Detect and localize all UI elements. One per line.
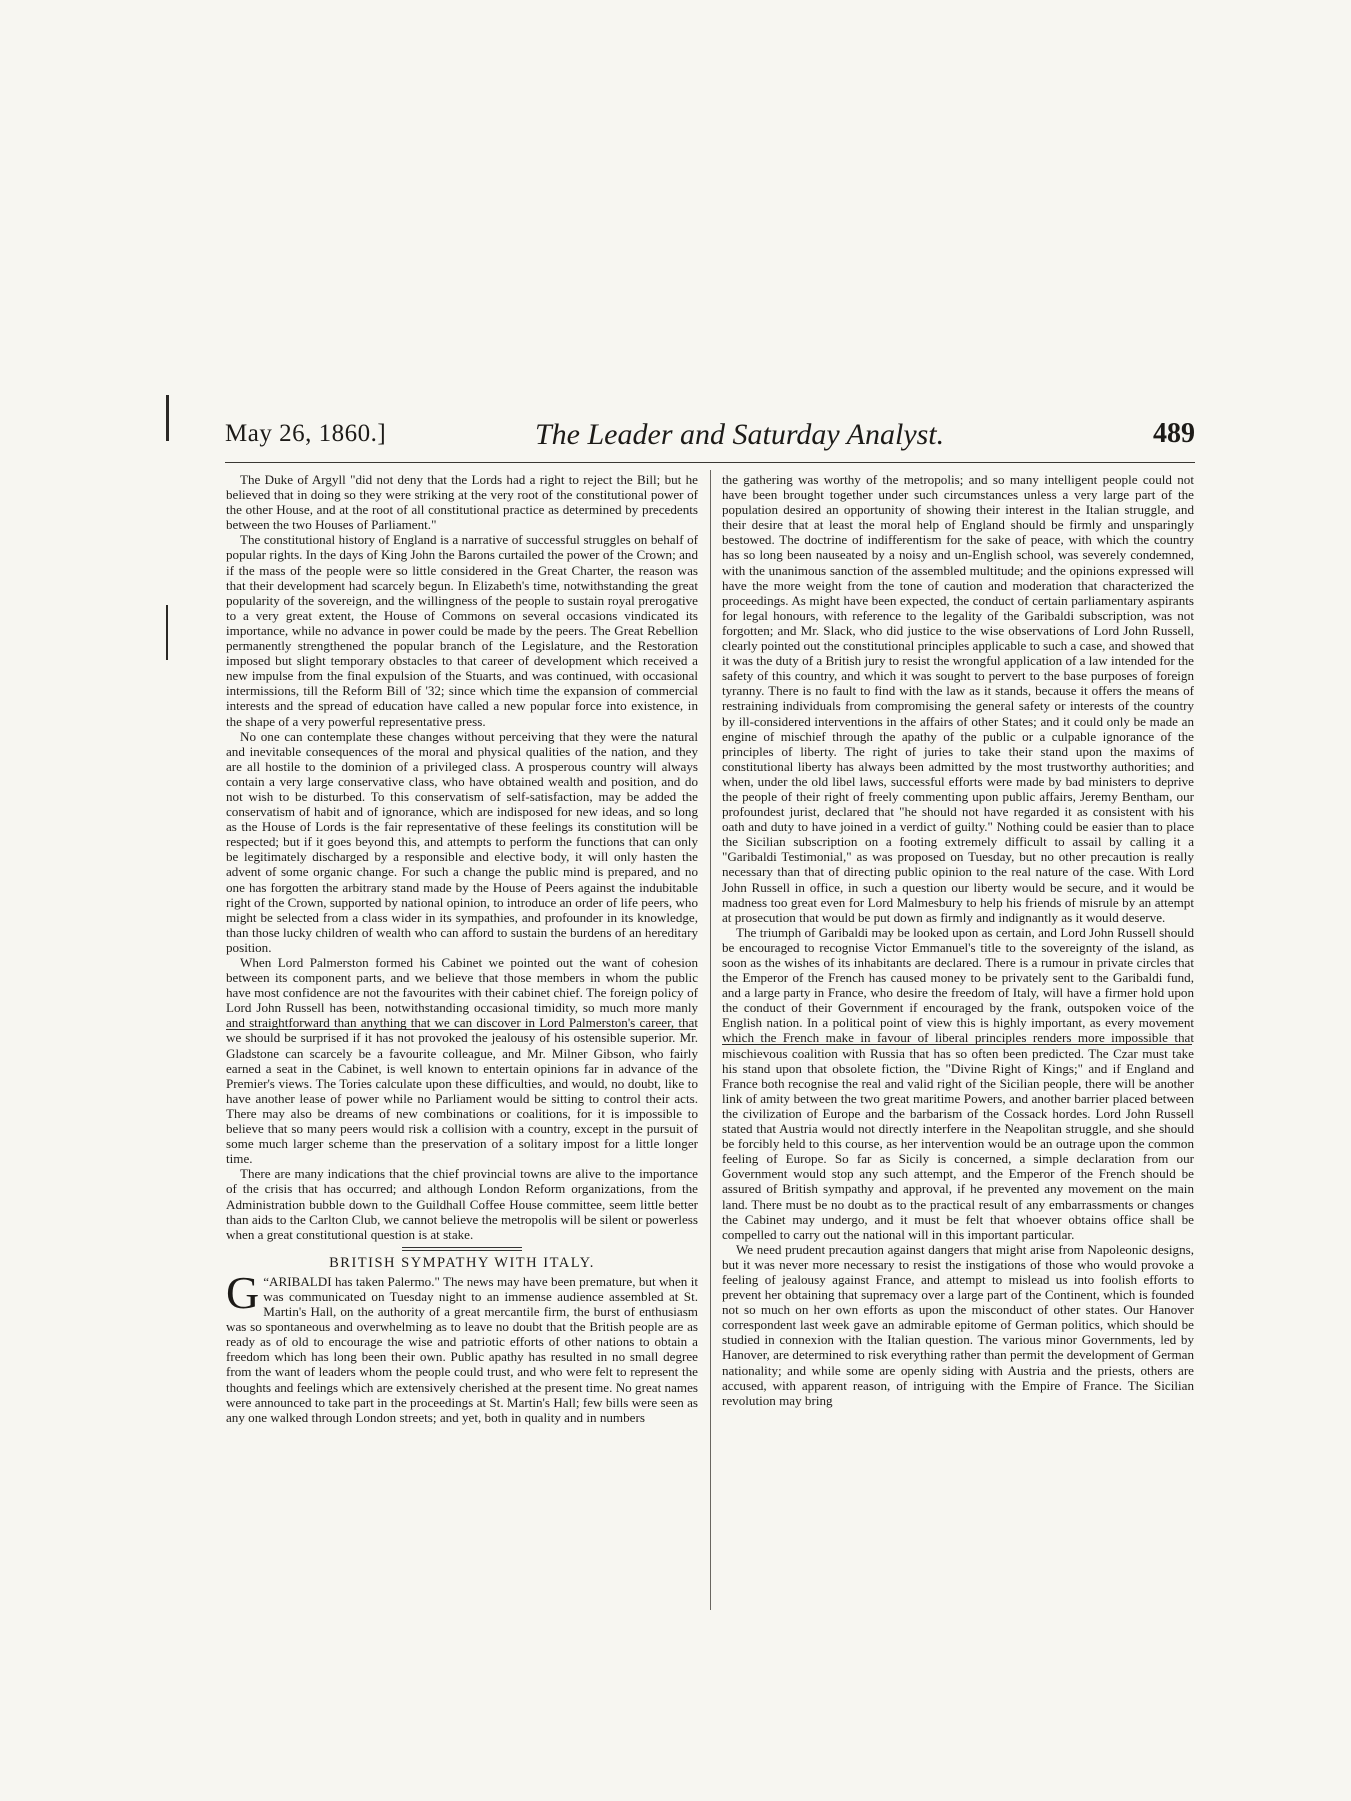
paragraph: The constitutional history of England is a narrative of successful struggles on behalf of popular rights. In the days of King John the Barons curtailed the power of the Crown; and if the mass of the people were so little considered in the Great Charter, the reason was that their development had scarcely begun. In Elizabeth's time, notwithstanding the great popularity of the sovereign, and the willingness of the people to sustain royal prerogative to a very great extent, the House of Commons on several occasions vindicated its importance, while no advance in power could be made by the peers. The Great Rebellion permanently strengthened the popular branch of the Legislature, and the Restoration imposed but slight temporary obstacles to that career of development which received a new impulse from the final expulsion of the Stuarts, and was continued, with occasional intermissions, till the Reform Bill of '32; since which time the expansion of commercial interests and the spread of education have called a new popular force into existence, in the shape of a very powerful representative press.: [226, 532, 698, 729]
paragraph: There are many indications that the chief provincial towns are alive to the importance of the crisis that has occurred; and although London Reform organizations, from the Administration bubble down to the Guildhall Coffee House committee, seem little better than aids to the Carlton Club, we cannot believe the metropolis will be silent or powerless when a great constitutional question is at stake.: [226, 1166, 698, 1242]
print-strike-line: [722, 1044, 1192, 1045]
paragraph-text: ARIBALDI has taken Palermo." The news may have been premature, but when it was communicated on Tuesday night to an immense audience assembled at St. Martin's Hall, on the authority of a great mercantile firm, the burst of enthusiasm was so spontaneous and overwhelming as to leave no doubt that the British people are as ready as of old to encourage the wise and patriotic efforts of other nations to obtain a freedom which has long been their own. Public apathy has resulted in no small degree from the want of leaders whom the people could trust, and who were felt to represent the thoughts and feelings which are extensively cherished at the present time. No great names were announced to take part in the proceedings at St. Martin's Hall; few bills were seen as any one walked through London streets; and yet, both in quality and in numbers: [226, 1273, 698, 1425]
margin-mark: [166, 605, 168, 660]
section-divider: [402, 1247, 522, 1251]
margin-mark: [166, 395, 169, 441]
right-column: [722, 472, 1194, 1408]
paragraph: The Duke of Argyll "did not deny that the Lords had a right to reject the Bill; but he believed that in doing so they were striking at the very root of the constitutional power of the other House, and at the root of all constitutional practice as determined by precedents between the two Houses of Parliament.": [226, 472, 698, 533]
page-header: [225, 418, 1195, 458]
column-rule: [710, 470, 711, 1610]
drop-cap: G: [226, 1266, 260, 1318]
paragraph: The triumph of Garibaldi may be looked upon as certain, and Lord John Russell should be encouraged to recognise Victor Emmanuel's title to the sovereignty of the island, as soon as the wishes of its inhabitants are declared. There is a rumour in private circles that the Emperor of the French has caused money to be privately sent to the Garibaldi fund, and a large party in France, who desire the freedom of Italy, will have a firmer hold upon the conduct of their Government if encouraged by the frank, outspoken voice of the English nation. In a political point of view this is highly important, as every movement which the French make in favour of liberal principles renders more impossible that mischievous coalition with Russia that has so often been predicted. The Czar must take his stand upon that obsolete fiction, the "Divine Right of Kings;" and if England and France both recognise the real and valid right of the Sicilian people, there will be another link of amity between the two great maritime Powers, and another barrier placed between the civilization of Europe and the barbarism of the Cossack hordes. Lord John Russell stated that Austria would not directly interfere in the Neapolitan struggle, and she should be forcibly held to this course, as her intervention would be an outrage upon the common feeling of Europe. So far as Sicily is concerned, a simple declaration from our Government would stop any such attempt, and the Emperor of the French should be assured of British sympathy and approval, if he prevented any movement on the main land. There must be no doubt as to the practical result of any embarrassments or changes the Cabinet may undergo, and it must be felt that whoever obtains office shall be compelled to carry out the national will in this important particular.: [722, 924, 1194, 1242]
header-title: The Leader and Saturday Analyst.: [535, 418, 945, 451]
print-strike-line: [226, 1029, 696, 1030]
paragraph: When Lord Palmerston formed his Cabinet we pointed out the want of cohesion between its component parts, and we believe that those members in whom the public have most confidence are not the favourites with their cabinet chief. The foreign policy of Lord John Russell has been, notwithstanding occasional timidity, so much more manly and straightforward than anything that we can discover in Lord Palmerston's career, that we should be surprised if it has not provoked the jealousy of his ostensible superior. Mr. Gladstone can scarcely be a favourite colleague, and Mr. Milner Gibson, who fairly earned a seat in the Cabinet, is well known to entertain opinions far in advance of the Premier's views. The Tories calculate upon these difficulties, and would, no doubt, like to have another lease of power while no Parliament would be sitting to control their acts. There may also be dreams of new combinations or coalitions, for it is impossible to believe that so many peers would risk a collision with a country, except in the pursuit of some much larger scheme than the preservation of a solitary impost for a little longer time.: [226, 955, 698, 1167]
section-first-paragraph: “ G ARIBALDI has taken Palermo." The news may have been premature, but when it was communicated on Tuesday night to an immense audience assembled at St. Martin's Hall, on the authority of a great mercantile firm, the burst of enthusiasm was so spontaneous and overwhelming as to leave no doubt that the British people are as ready as of old to encourage the wise and patriotic efforts of other nations to obtain a freedom which has long been their own. Public apathy has resulted in no small degree from the want of leaders whom the people could trust, and who were felt to represent the thoughts and feelings which are extensively cherished at the present time. No great names were announced to take part in the proceedings at St. Martin's Hall; few bills were seen as any one walked through London streets; and yet, both in quality and in numbers: [226, 1266, 698, 1425]
page-number: 489: [1153, 418, 1195, 449]
left-column: [226, 472, 698, 1425]
header-date: May 26, 1860.]: [225, 420, 387, 447]
paragraph: the gathering was worthy of the metropolis; and so many intelligent people could not have been brought together under such circumstances unless a very large part of the population desired an opportunity of showing their interest in the Italian struggle, and their desire that at least the moral help of England should be firmly and unsparingly bestowed. The doctrine of indifferentism for the sake of peace, with which the country has so long been nauseated by a noisy and un-English school, was severely condemned, with the unanimous sanction of the assembled multitude; and the opinions expressed will have the more weight from the tone of caution and moderation that characterized the proceedings. As might have been expected, the conduct of certain parliamentary aspirants for legal honours, with reference to the legality of the Garibaldi subscription, was not forgotten; and Mr. Slack, who did justice to the wise observations of Lord John Russell, clearly pointed out the constitutional principles applicable to such a case, and showed that it was the duty of a British jury to resist the wrongful application of a law intended for the safety of this country, and which it was sought to pervert to the base purposes of foreign tyranny. There is no fault to find with the law as it stands, because it offers the means of restraining individuals from compromising the general safety or interests of the country by ill-considered interventions in the affairs of other States; and it could only be made an engine of mischief through the apathy of the public or a culpable ignorance of the principles of liberty. The right of juries to take their stand upon the maxims of constitutional liberty has always been admitted by the most trustworthy authorities; and when, under the old libel laws, successful efforts were made by bad ministers to deprive the people of their right of freely commenting upon public affairs, Jeremy Bentham, our profoundest jurist, declared that "he should not have regarded it as consistent with his oath and duty to have joined in a verdict of guilty." Nothing could be easier than to place the Sicilian subscription on a footing extremely difficult to assail by calling it a "Garibaldi Testimonial," as was proposed on Tuesday, but no other precaution is really necessary than that of directing public opinion to the real nature of the case. With Lord John Russell in office, in such a question our liberty would be secure, and it would be madness too great even for Lord Malmesbury to help his friends of misrule by an attempt at prosecution that would be put down as firmly and indignantly as it would deserve.: [722, 472, 1194, 925]
header-rule: [225, 462, 1195, 463]
paragraph: No one can contemplate these changes without perceiving that they were the natural and inevitable consequences of the moral and physical qualities of the nation, and they are all hostile to the dominion of a privileged class. A prosperous country will always contain a very large conservative class, who have obtained wealth and position, and do not wish to be disturbed. To this conservatism of self-satisfaction, may be added the conservatism of habit and of ignorance, which are indisposed for new ideas, and so long as the House of Lords is the fair representative of these feelings its constitution will be respected; but if it goes beyond this, and attempts to perform the functions that can only be legitimately discharged by a responsible and elective body, it will only hasten the advent of some organic change. For such a change the public mind is prepared, and no one has forgotten the arbitrary stand made by the House of Peers against the indubitable right of the Crown, supported by national opinion, to introduce an order of life peers, who might be selected from a class wider in its sympathies, and profounder in its knowledge, than those lucky children of wealth who can afford to sustain the burdens of an hereditary position.: [226, 728, 698, 955]
section-heading: BRITISH SYMPATHY WITH ITALY.: [329, 1254, 595, 1271]
paragraph: We need prudent precaution against dangers that might arise from Napoleonic designs, but it was never more necessary to resist the instigations of those who would provoke a feeling of jealousy against France, and attempt to mislead us into foolish efforts to prevent her obtaining that supremacy over a large part of the Continent, which is founded not so much on her own efforts as upon the misconduct of other states. Our Hanover correspondent last week gave an admirable epitome of German politics, which should be studied in connexion with the Italian question. The various minor Governments, led by Hanover, are determined to risk everything rather than permit the development of German nationality; and while some are openly siding with Austria and the priests, others are accused, with apparent reason, of intriguing with the Empire of France. The Sicilian revolution may bring: [722, 1241, 1194, 1408]
